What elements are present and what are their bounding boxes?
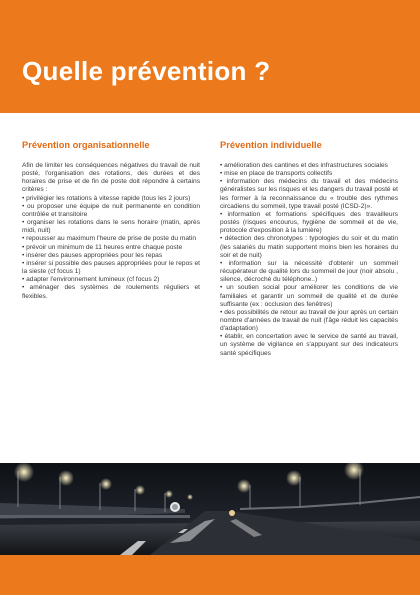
individual-list-item: • information des médecins du travail et des médecins généralistes sur les risques et les dangers du travail posté et les former à la reconnaissance du « trouble des rythmes circadiens du sommeil, type travail posté (ICSD-2)». bbox=[220, 178, 398, 210]
organisational-list-item: • organiser les rotations dans le sens horaire (matin, après midi, nuit) bbox=[22, 219, 200, 235]
organisational-prevention-section bbox=[22, 140, 200, 301]
individual-list-item: • information et formations spécifiques des travailleurs postés (risques encourus, hygiène de sommeil et de vie, protocole d'exposition à la lumière) bbox=[220, 210, 398, 235]
individual-list-item: • un soutien social pour améliorer les conditions de vie familiales et garantir un sommeil de qualité et de durée suffisante (ex : occlusion des fenêtres) bbox=[220, 284, 398, 308]
individual-list-item: • information sur la nécessité d'obtenir un sommeil récupérateur de qualité lors du sommeil de jour (noir absolu , silence, décroché du téléphone..) bbox=[220, 259, 398, 284]
individual-list-item: • des possibilités de retour au travail de jour après un certain nombre d'années de travail de nuit (l'âge réduit les capacités d'adaptation) bbox=[220, 308, 398, 333]
footer-band bbox=[0, 555, 420, 595]
individual-prevention-section bbox=[220, 140, 398, 358]
night-highway-photo bbox=[0, 463, 420, 555]
organisational-list-item: • privilégier les rotations à vitesse rapide (tous les 2 jours) bbox=[22, 194, 191, 202]
organisational-list-item: • insérer des pauses appropriées pour les repas bbox=[22, 251, 163, 259]
organisational-prevention-heading: Prévention organisationnelle bbox=[22, 140, 150, 150]
page-title: Quelle prévention ? bbox=[22, 56, 271, 86]
individual-prevention-heading: Prévention individuelle bbox=[220, 140, 322, 150]
title-banner bbox=[0, 0, 420, 113]
organisational-list-item: • ou proposer une équipe de nuit permanente en condition contrôlée et transitoire bbox=[22, 202, 200, 218]
organisational-list-item: • aménager des systèmes de roulements réguliers et flexibles. bbox=[22, 284, 200, 300]
individual-list-item: • établir, en concertation avec le service de santé au travail, un système de vigilance en s'appuyant sur des indicateurs santé spécifiques bbox=[220, 333, 398, 357]
individual-list-item: • détection des chronotypes : typologies du soir et du matin (les salariés du matin supportent moins bien les horaires du soir et de nuit) bbox=[220, 235, 398, 259]
individual-list-item: • amélioration des cantines et des infrastructures sociales bbox=[220, 162, 388, 169]
organisational-list-item: • repousser au maximum l'heure de prise de poste du matin bbox=[22, 235, 196, 243]
organisational-list-item: • prévoir un minimum de 11 heures entre chaque poste bbox=[22, 243, 183, 251]
organisational-list-item: • insérer si possible des pauses appropriées pour le repos et la sieste (cf focus 1) bbox=[22, 259, 200, 276]
organisational-intro-paragraph: Afin de limiter les conséquences négatives du travail de nuit posté, l'organisation des rotations, des durées et des horaires de prise et de fin de poste doit répondre à certains critères : bbox=[22, 162, 200, 194]
night-highway-illustration bbox=[0, 463, 420, 555]
individual-list-item: • mise en place de transports collectifs bbox=[220, 170, 333, 178]
organisational-list-item: • adapter l'environnement lumineux (cf focus 2) bbox=[22, 276, 160, 284]
